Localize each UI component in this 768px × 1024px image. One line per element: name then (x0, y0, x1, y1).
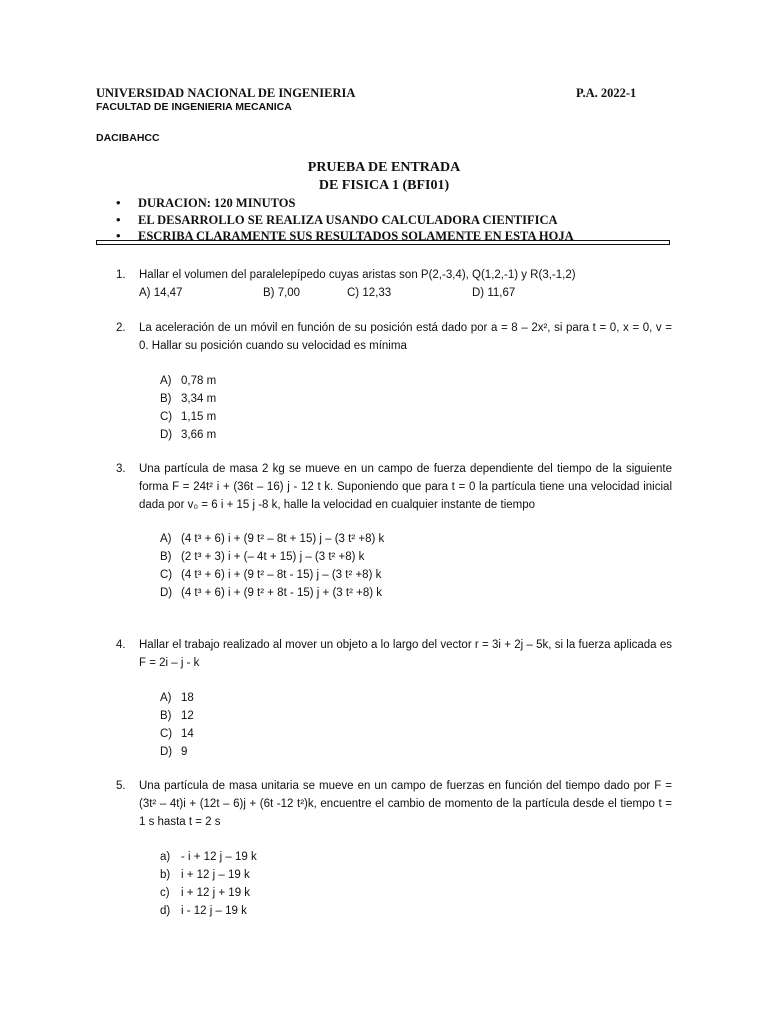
option: A) 0,78 m (160, 375, 217, 387)
option: C) (4 t³ + 6) i + (9 t² – 8t - 15) j – (3 t² +8) k (160, 569, 382, 581)
question-1 (116, 266, 672, 284)
question-2 (116, 319, 672, 355)
header-divider (96, 240, 670, 245)
question-1-options (139, 284, 679, 302)
option: D) 11,67 (472, 287, 516, 299)
question-text: La aceleración de un móvil en función de su posición está dado por a = 8 – 2x², si para t = 0, x = 0, v = 0. Hallar su posición cuando su velocidad es mínima (139, 322, 672, 352)
option: A) 18 (160, 692, 194, 704)
question-4 (116, 636, 672, 672)
question-number: 2. (116, 322, 126, 334)
question-text: Una partícula de masa 2 kg se mueve en un campo de fuerza dependiente del tiempo de la siguiente forma F = 24t² i + (36t – 16) j - 12 t k. Suponiendo que para t = 0 la partícula tiene una velocidad inicial dada por v₀ = 6 i + 15 j -8 k, halle la velocidad en cualquier instante de tiempo (139, 463, 672, 511)
question-text: Hallar el trabajo realizado al mover un objeto a lo largo del vector r = 3i + 2j – 5k, si la fuerza aplicada es F = 2i – j - k (139, 639, 672, 669)
question-text: Hallar el volumen del paralelepípedo cuyas aristas son P(2,-3,4), Q(1,2,-1) y R(3,-1,2) (139, 269, 576, 281)
instruction-item: • EL DESARROLLO SE REALIZA USANDO CALCULADORA CIENTIFICA (116, 212, 574, 229)
question-number: 5. (116, 780, 126, 792)
instructions-list (116, 195, 574, 245)
question-2-options (160, 372, 216, 444)
option: C) 1,15 m (160, 411, 217, 423)
question-5-options (160, 848, 257, 920)
instruction-item: • ESCRIBA CLARAMENTE SUS RESULTADOS SOLAMENTE EN ESTA HOJA (116, 228, 574, 245)
option: B) 3,34 m (160, 393, 217, 405)
exam-title: PRUEBA DE ENTRADA (307, 160, 461, 175)
option: B) 7,00 (263, 287, 301, 299)
exam-subtitle: DE FISICA 1 (BFI01) (318, 178, 450, 193)
option: A) 14,47 (139, 287, 183, 299)
option: b) i + 12 j – 19 k (160, 869, 250, 881)
question-3-options (160, 530, 384, 602)
academic-period: P.A. 2022-1 (576, 86, 637, 100)
department-name: DACIBAHCC (96, 132, 160, 144)
university-name: UNIVERSIDAD NACIONAL DE INGENIERIA (96, 86, 356, 100)
option: D) (4 t³ + 6) i + (9 t² + 8t - 15) j + (3 t² +8) k (160, 587, 382, 599)
option: D) 3,66 m (160, 429, 217, 441)
option: A) (4 t³ + 6) i + (9 t² – 8t + 15) j – (3 t² +8) k (160, 533, 385, 545)
option: C) 14 (160, 728, 194, 740)
option: C) 12,33 (347, 287, 392, 299)
option: D) 9 (160, 746, 188, 758)
option: B) 12 (160, 710, 194, 722)
faculty-name: FACULTAD DE INGENIERIA MECANICA (96, 101, 292, 113)
option: a) - i + 12 j – 19 k (160, 851, 257, 863)
question-5 (116, 777, 672, 831)
question-3 (116, 460, 672, 514)
option: B) (2 t³ + 3) i + (– 4t + 15) j – (3 t² +8) k (160, 551, 365, 563)
question-4-options (160, 689, 194, 761)
instruction-item: • DURACION: 120 MINUTOS (116, 195, 574, 212)
question-number: 3. (116, 463, 126, 475)
question-number: 4. (116, 639, 126, 651)
option: c) i + 12 j + 19 k (160, 887, 251, 899)
question-number: 1. (116, 269, 126, 281)
question-text: Una partícula de masa unitaria se mueve en un campo de fuerzas en función del tiempo dado por F = (3t² – 4t)i + (12t – 6)j + (6t -12 t²)k, encuentre el cambio de momento de la partícula desde el tiempo t = 1 s hasta t = 2 s (139, 780, 672, 828)
option: d) i - 12 j – 19 k (160, 905, 247, 917)
